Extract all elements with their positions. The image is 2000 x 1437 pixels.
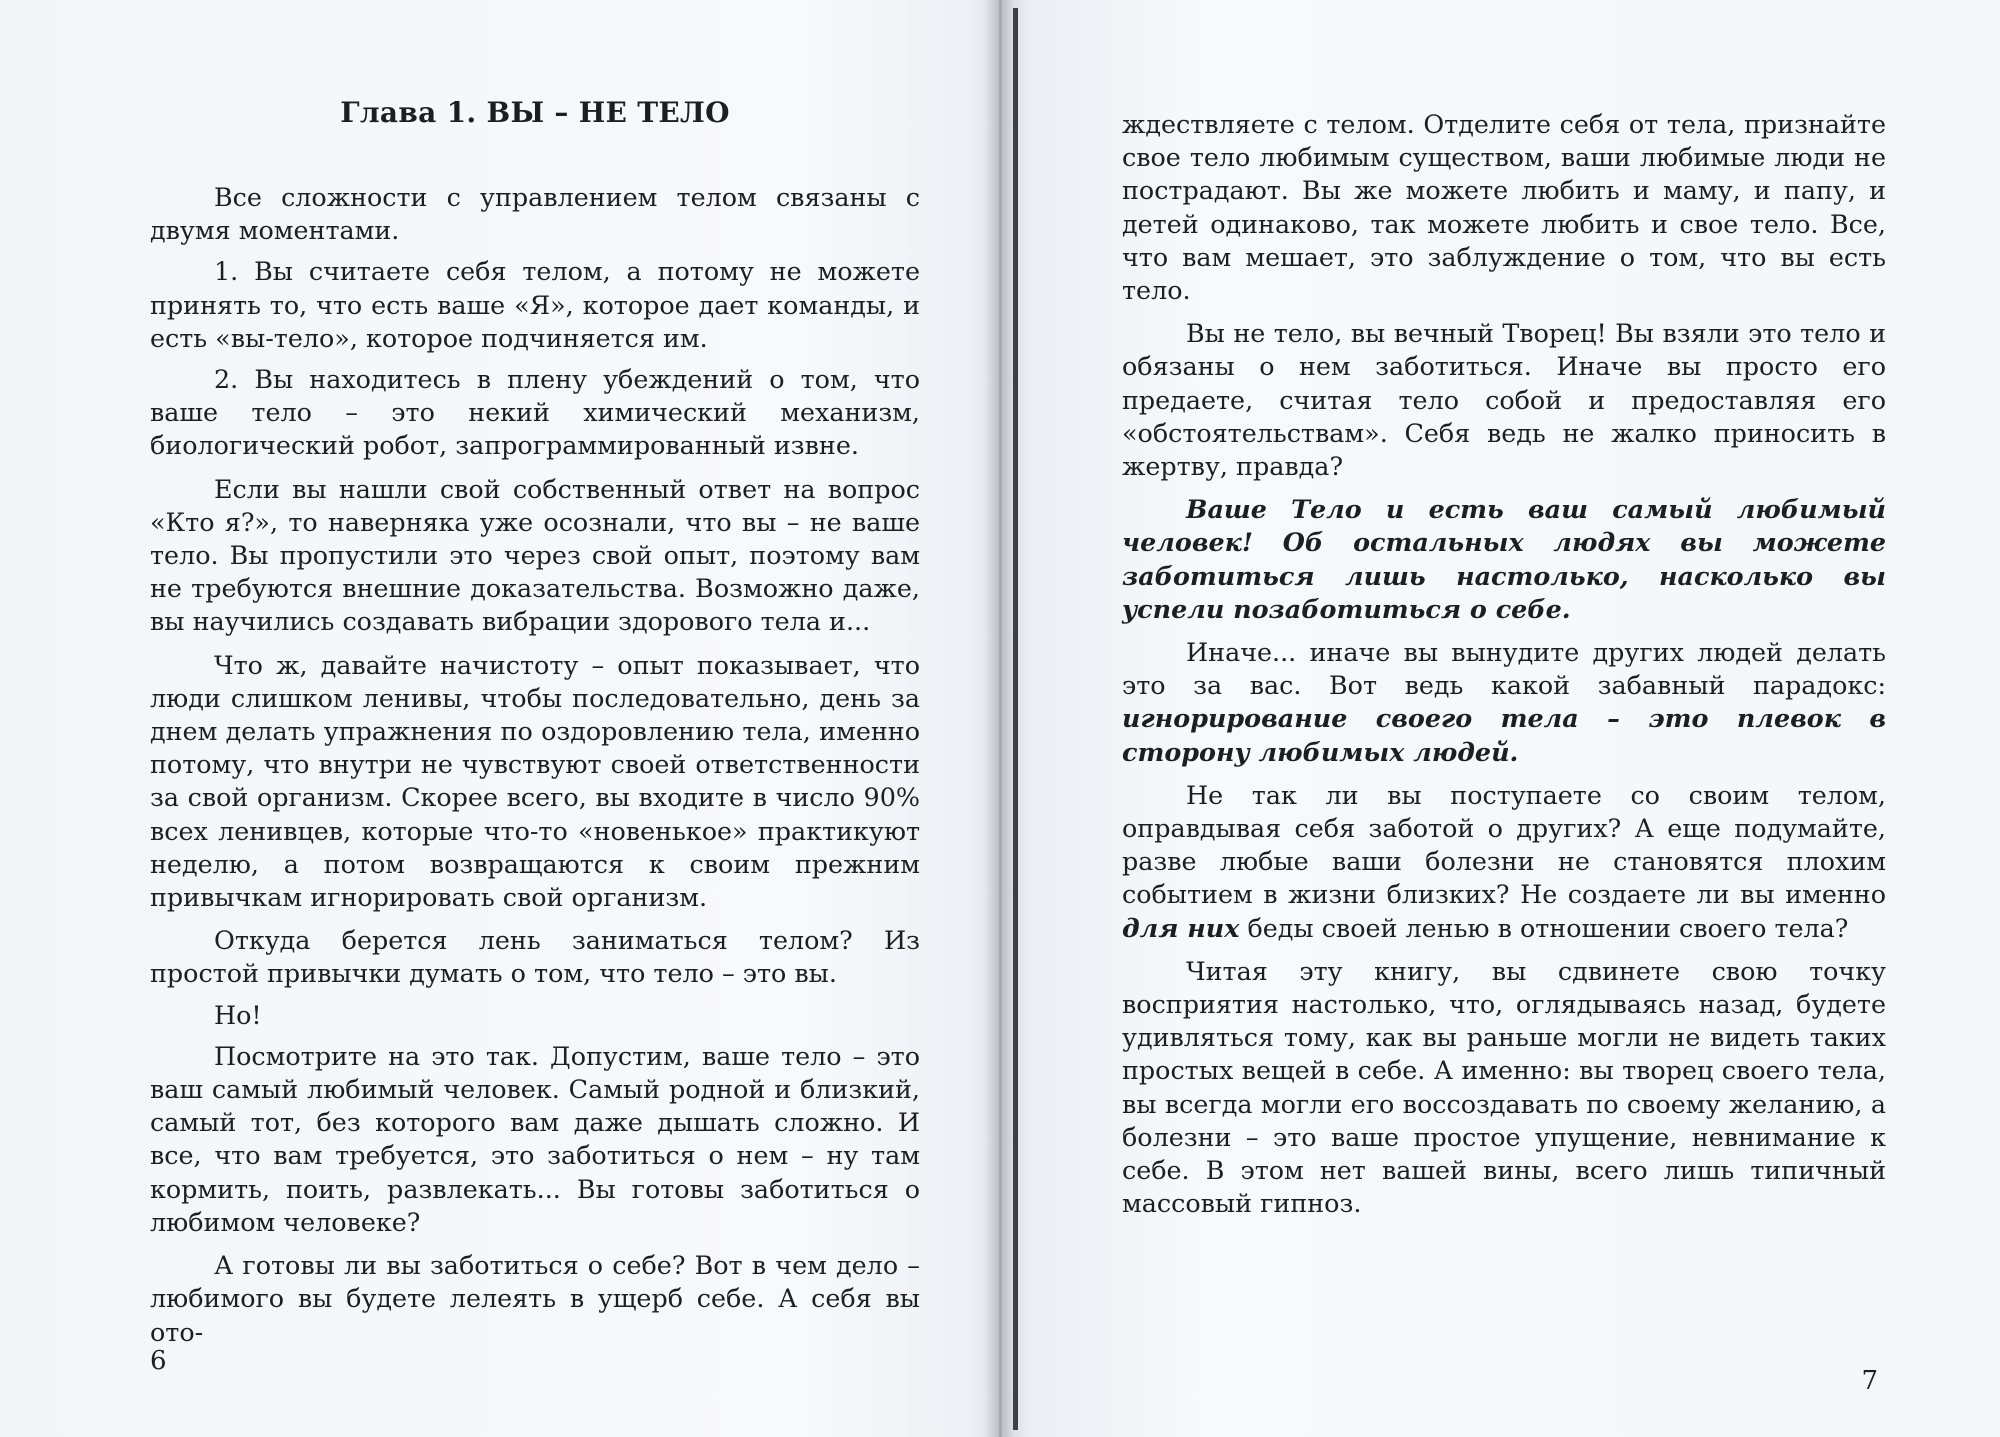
- emphasis-text: игнорирование своего тела – это плевок в сторону любимых людей.: [1122, 703, 1886, 767]
- paragraph: А готовы ли вы заботиться о себе? Вот в чем дело – любимого вы будете лелеять в ущерб себе. А себя вы ото-: [150, 1250, 920, 1347]
- paragraph: Читая эту книгу, вы сдвинете свою точку восприятия настолько, что, оглядываясь назад, будете удивляться тому, как вы раньше могли не видеть таких простых вещей в себе. А именно: вы творец своего тела, вы всегда могли его воссоздавать по своему желанию, а болезни – это ваше простое упущение, невнимание к себе. В этом нет вашей вины, всего лишь типичный массовый гипноз.: [1122, 955, 1886, 1219]
- paragraph: Вы не тело, вы вечный Творец! Вы взяли это тело и обязаны о нем заботиться. Иначе вы просто его предаете, считая тело собой и предоставляя его «обстоятельствам». Себя ведь не жалко приносить в жертву, правда?: [1122, 318, 1886, 482]
- paragraph: 2. Вы находитесь в плену убеждений о том, что ваше тело – это некий химический механизм, биологический робот, запрограммированный извне.: [150, 364, 920, 461]
- gutter-shadow: [985, 0, 1015, 1437]
- paragraph: 1. Вы считаете себя телом, а потому не можете принять то, что есть ваше «Я», которое дает команды, и есть «вы-тело», которое подчиняется им.: [150, 256, 920, 353]
- paragraph-text: беды своей ленью в отношении своего тела?: [1239, 912, 1849, 943]
- paragraph-text: Иначе... иначе вы вынудите других людей делать это за вас. Вот ведь какой забавный парадокс:: [1122, 637, 1886, 701]
- left-page-text: [150, 181, 920, 1359]
- paragraph: [1122, 779, 1886, 945]
- paragraph: Посмотрите на это так. Допустим, ваше тело – это ваш самый любимый человек. Самый родной и близкий, самый тот, без которого вам даже дышать сложно. И все, что вам требуется, это заботиться о нем – ну там кормить, поить, развлекать... Вы готовы заботиться о любимом человеке?: [150, 1040, 920, 1237]
- paragraph: Но!: [214, 999, 262, 1030]
- paragraph: Все сложности с управлением телом связаны с двумя моментами.: [150, 182, 920, 246]
- emphasis-text: для них: [1122, 912, 1240, 943]
- paragraph: ждествляете с телом. Отделите себя от тела, признайте свое тело любимым существом, ваши любимые люди не пострадают. Вы же можете любить и маму, и папу, и детей одинаково, так можете любить и свое тело. Все, что вам мешает, это заблуждение о том, что вы есть тело.: [1122, 109, 1886, 306]
- paragraph: Откуда берется лень заниматься телом? Из простой привычки думать о том, что тело – это вы.: [150, 925, 920, 989]
- chapter-title: Глава 1. ВЫ – НЕ ТЕЛО: [340, 96, 730, 129]
- gutter-line: [1013, 8, 1018, 1430]
- right-page: [1122, 0, 1886, 1437]
- right-page-text: [1122, 108, 1886, 1231]
- page-number: 7: [1861, 1366, 1878, 1396]
- paragraph: Если вы нашли свой собственный ответ на вопрос «Кто я?», то наверняка уже осознали, что вы – не ваше тело. Вы пропустили это через свой опыт, поэтому вам не требуются внешние доказательства. Возможно даже, вы научились создавать вибрации здорового тела и...: [150, 473, 920, 637]
- paragraph: Что ж, давайте начистоту – опыт показывает, что люди слишком ленивы, чтобы последовательно, день за днем делать упражнения по оздоровлению тела, именно потому, что внутри не чувствуют своей ответственности за свой организм. Скорее всего, вы входите в число 90% всех ленивцев, которые что-то «новенькое» практикуют неделю, а потом возвращаются к своим прежним привычкам игнорировать свой организм.: [150, 649, 920, 913]
- paragraph: [1122, 636, 1886, 769]
- page-number: 6: [150, 1346, 167, 1376]
- paragraph-text: Не так ли вы поступаете со своим телом, оправдывая себя заботой о других? А еще подумайте, разве любые ваши болезни не становятся плохим событием в жизни близких? Не создаете ли вы именно: [1122, 779, 1886, 910]
- left-page: [150, 0, 920, 1437]
- emphasis-paragraph: Ваше Тело и есть ваш самый любимый человек! Об остальных людях вы можете заботиться лишь настолько, насколько вы успели позаботиться о себе.: [1122, 494, 1886, 624]
